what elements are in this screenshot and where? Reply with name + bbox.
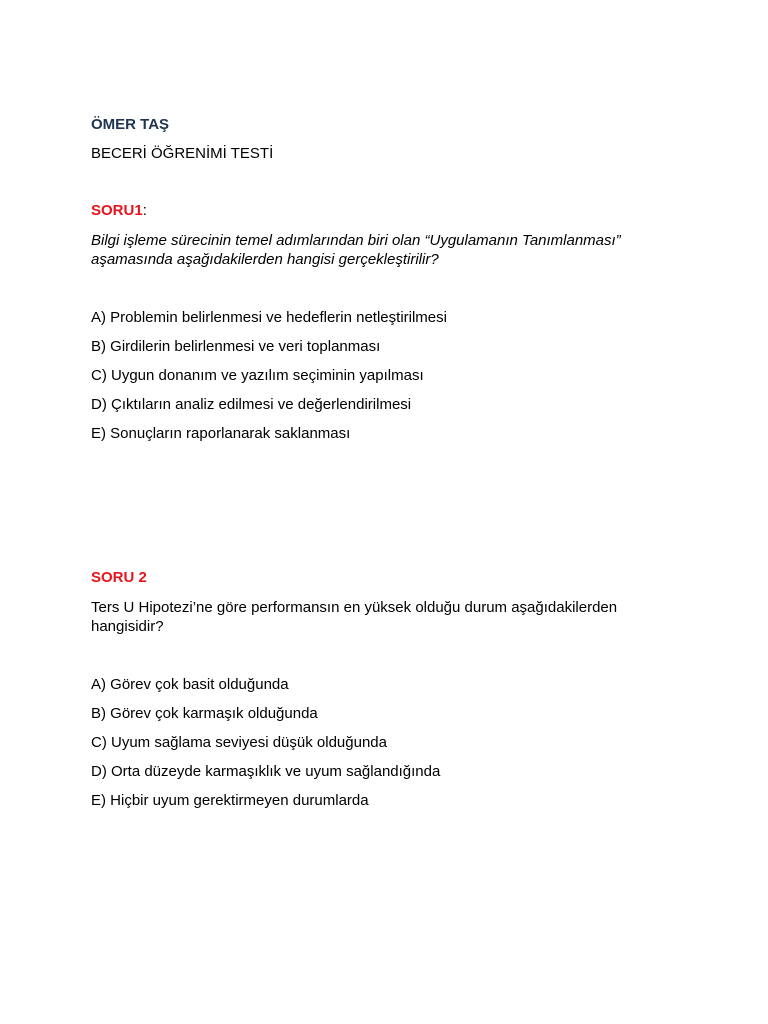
question-1-text: Bilgi işleme sürecinin temel adımlarından biri olan “Uygulamanın Tanımlanması” aşamasında aşağıdakilerden hangisi gerçekleştirilir? (91, 232, 621, 268)
question-1-option-c: C) Uygun donanım ve yazılım seçiminin yapılması (91, 367, 424, 384)
question-2-option-c: C) Uyum sağlama seviyesi düşük olduğunda (91, 734, 387, 751)
question-1-option-e: E) Sonuçların raporlanarak saklanması (91, 425, 351, 442)
question-2-heading (91, 568, 147, 587)
question-1-label: SORU1 (91, 202, 143, 219)
question-2-option-d: D) Orta düzeyde karmaşıklık ve uyum sağlandığında (91, 763, 441, 780)
question-1-option-b: B) Girdilerin belirlenmesi ve veri toplanması (91, 338, 381, 355)
question-2-option-a: A) Görev çok basit olduğunda (91, 676, 289, 693)
question-1-option-a: A) Problemin belirlenmesi ve hedeflerin netleştirilmesi (91, 309, 447, 326)
question-2-option-e: E) Hiçbir uyum gerektirmeyen durumlarda (91, 792, 369, 809)
test-title: BECERİ ÖĞRENİMİ TESTİ (91, 145, 274, 162)
question-2-text: Ters U Hipotezi’ne göre performansın en yüksek olduğu durum aşağıdakilerden hangisidir? (91, 599, 618, 635)
author-name: ÖMER TAŞ (91, 116, 170, 133)
question-2-option-b: B) Görev çok karmaşık olduğunda (91, 705, 318, 722)
question-1-heading (91, 201, 147, 220)
question-1-option-d: D) Çıktıların analiz edilmesi ve değerlendirilmesi (91, 396, 412, 413)
question-1-label-suffix: : (142, 202, 147, 219)
question-2-label: SORU 2 (91, 569, 147, 586)
